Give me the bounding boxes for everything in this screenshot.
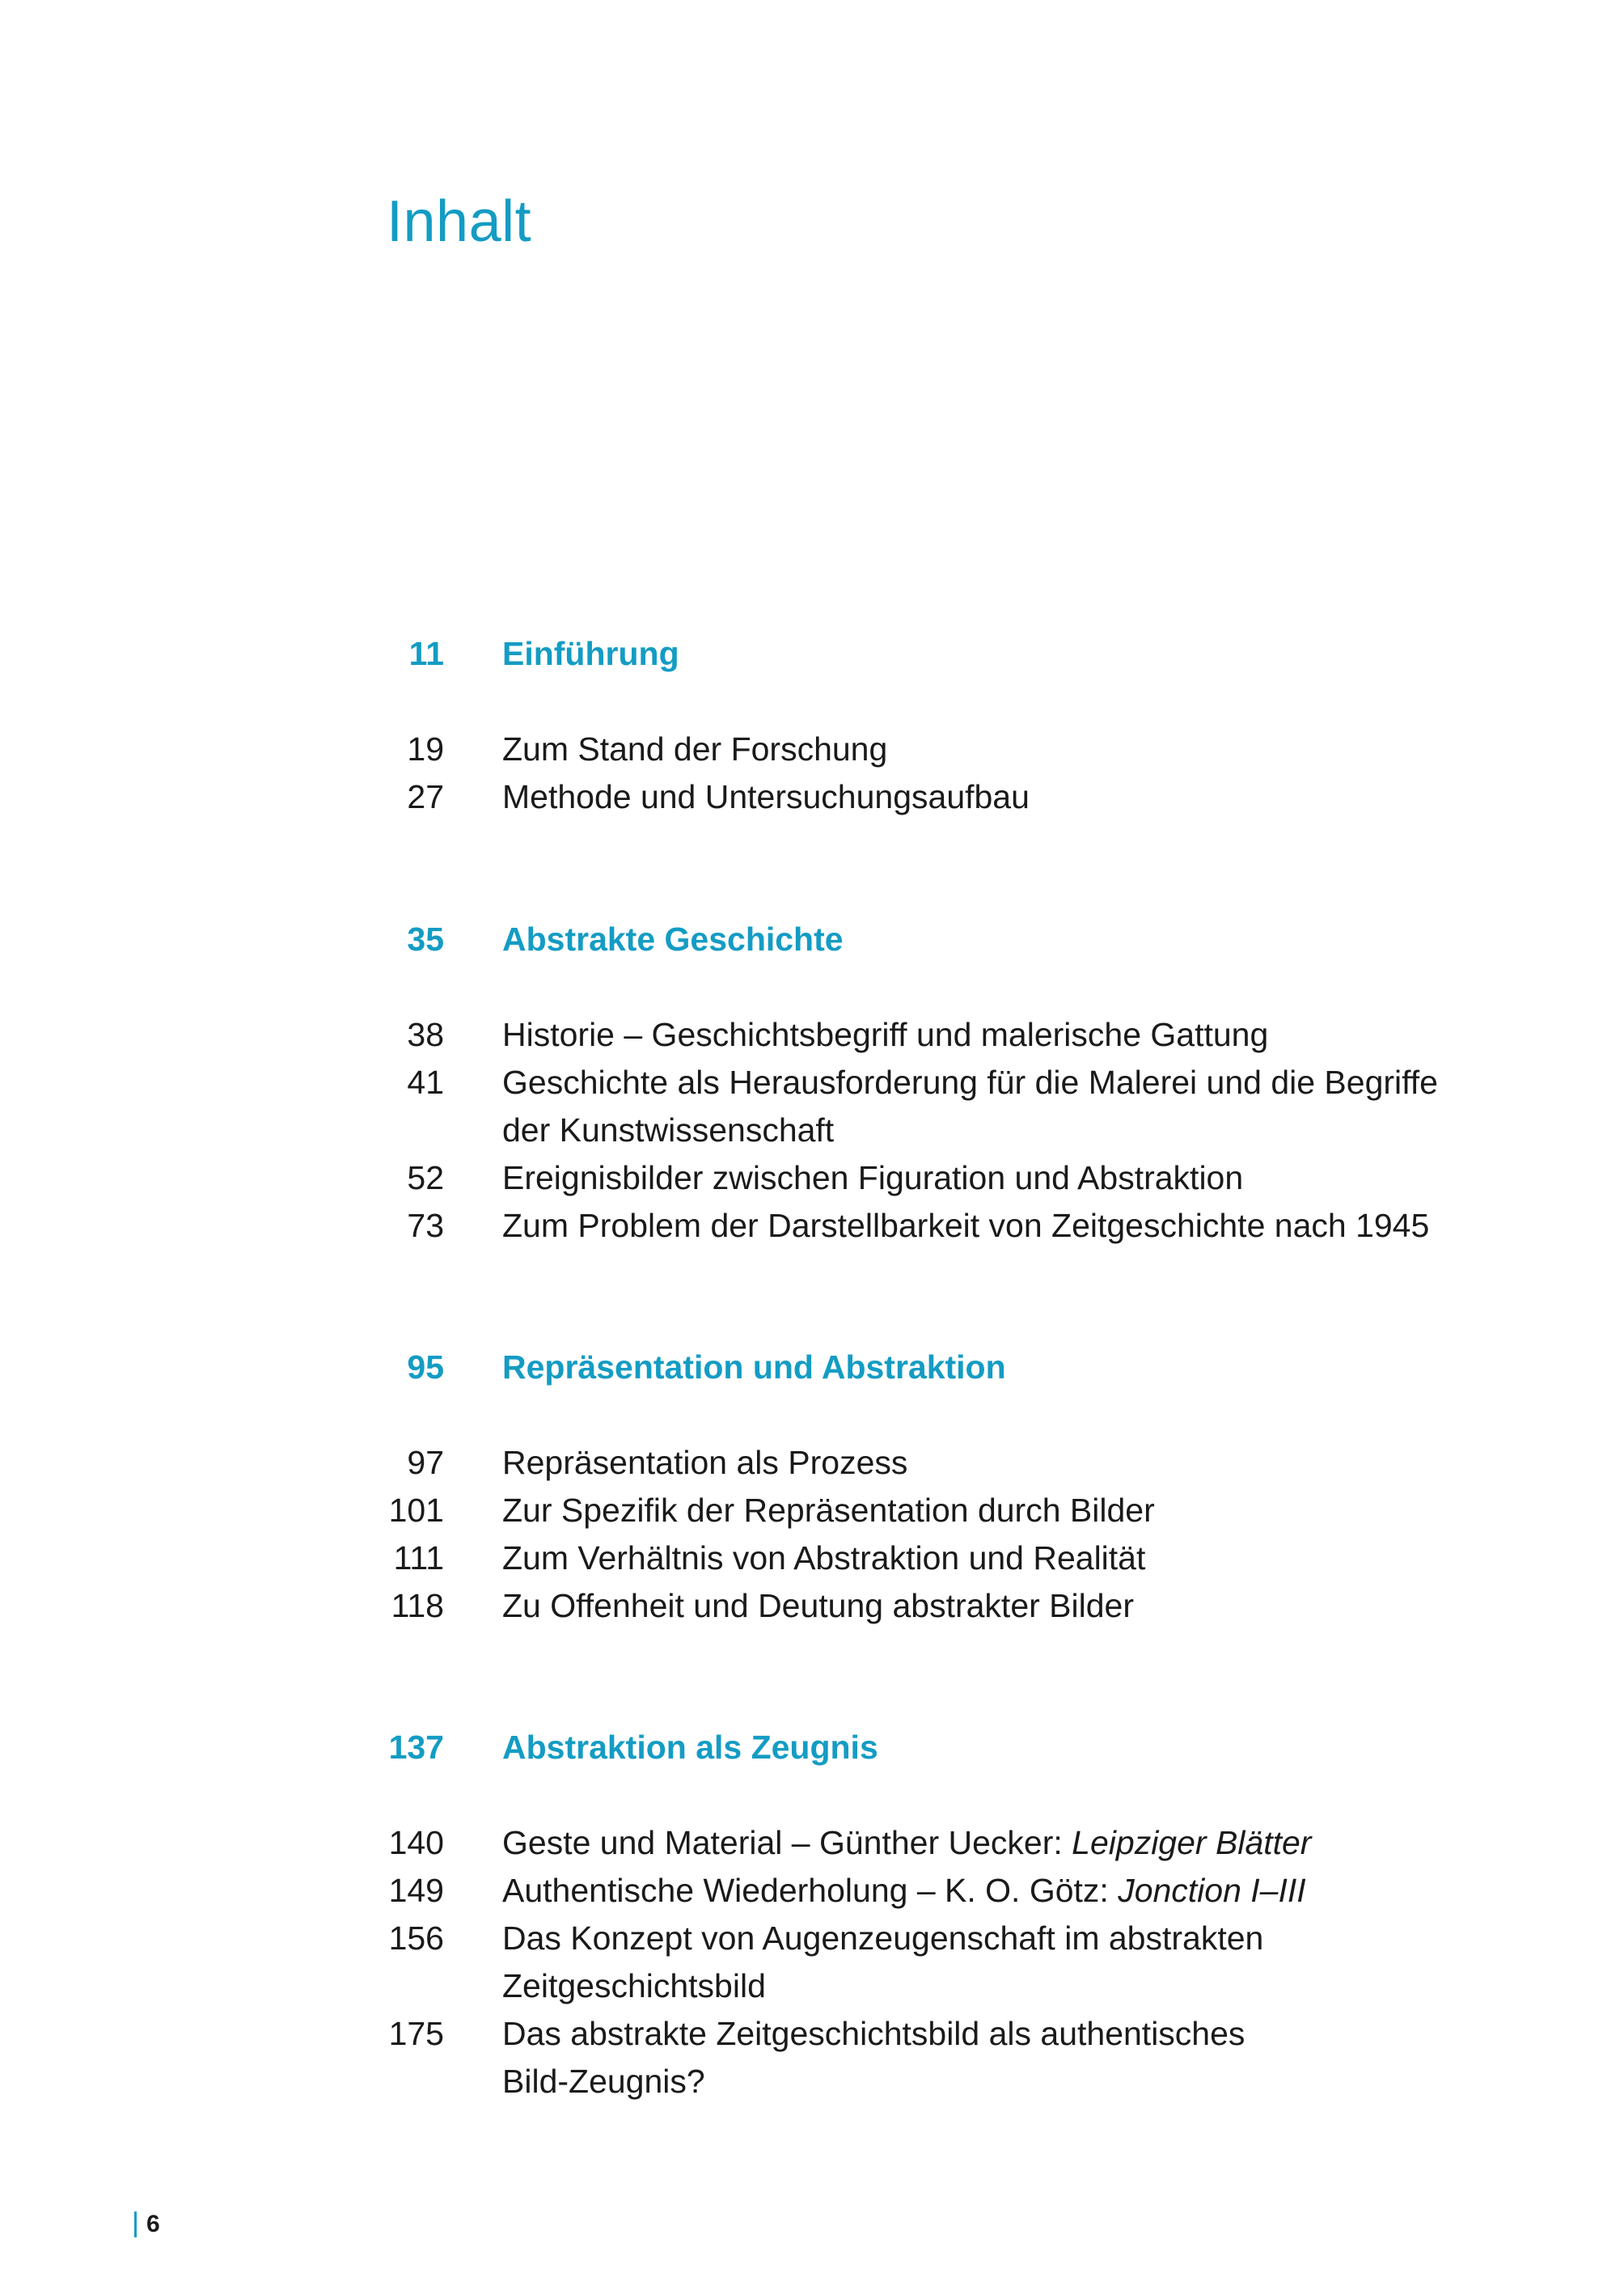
- toc-entry-title: Ereignisbilder zwischen Figuration und Abstraktion: [502, 1159, 1244, 1196]
- artwork-title: Jonction I–III: [1118, 1872, 1306, 1909]
- toc-entry-title: Geschichte als Herausforderung für die Malerei und die Begriffe der Kunstwissenschaft: [502, 1064, 1438, 1149]
- toc-entry-title: Methode und Untersuchungsaufbau: [502, 778, 1030, 815]
- footer-divider: [134, 2211, 137, 2237]
- toc-entry-title: Historie – Geschichtsbegriff und malerische Gattung: [502, 1016, 1269, 1053]
- toc-page-number: 140: [388, 1824, 444, 1861]
- toc-page-number: 27: [407, 778, 444, 815]
- toc-entry-title: Einführung: [502, 635, 679, 672]
- toc-entry-title: Geste und Material – Günther Uecker: Leipziger Blätter: [502, 1824, 1312, 1861]
- toc-page-number: 149: [388, 1872, 444, 1909]
- toc-page-number: 137: [388, 1729, 444, 1766]
- toc-entry-title: Repräsentation und Abstraktion: [502, 1348, 1006, 1386]
- toc-entry-title: Zum Stand der Forschung: [502, 730, 888, 768]
- toc-page-number: 95: [407, 1348, 444, 1386]
- toc-page-number: 35: [407, 921, 444, 958]
- toc-page-number: 97: [407, 1444, 444, 1481]
- artwork-title: Leipziger Blätter: [1072, 1824, 1312, 1861]
- toc-page-number: 52: [407, 1159, 444, 1196]
- toc-page-number: 41: [407, 1064, 444, 1101]
- toc-page-number: 11: [408, 635, 444, 672]
- toc-page-number: 38: [407, 1016, 444, 1053]
- toc-page-number: 19: [407, 730, 444, 768]
- toc-page-number: 73: [407, 1207, 444, 1244]
- toc-entry-title: Abstraktion als Zeugnis: [502, 1729, 878, 1766]
- toc-page-number: 101: [388, 1492, 444, 1529]
- toc-entry-title: Authentische Wiederholung – K. O. Götz: Jonction I–III: [502, 1872, 1306, 1909]
- toc-entry-title: Zum Verhältnis von Abstraktion und Realität: [502, 1539, 1146, 1577]
- toc-entry-title: Zu Offenheit und Deutung abstrakter Bilder: [502, 1587, 1134, 1624]
- toc-page-number: 111: [393, 1539, 444, 1577]
- toc-page-number: 156: [388, 1919, 444, 1957]
- toc-page-number: 175: [388, 2015, 444, 2052]
- toc-entry-title: Repräsentation als Prozess: [502, 1444, 908, 1481]
- toc-entry-title: Zur Spezifik der Repräsentation durch Bilder: [502, 1492, 1155, 1529]
- toc-entry-title: Abstrakte Geschichte: [502, 921, 844, 958]
- toc-entry-title: Das Konzept von Augenzeugenschaft im abstrakten Zeitgeschichtsbild: [502, 1919, 1264, 2004]
- page-title: Inhalt: [387, 189, 532, 254]
- toc-page-number: 118: [391, 1587, 444, 1624]
- page-footer: [134, 2210, 160, 2239]
- toc-entry-title: Zum Problem der Darstellbarkeit von Zeitgeschichte nach 1945: [502, 1207, 1430, 1244]
- page-number: 6: [146, 2211, 160, 2237]
- toc-entry-title: Das abstrakte Zeitgeschichtsbild als authentisches Bild-Zeugnis?: [502, 2015, 1245, 2100]
